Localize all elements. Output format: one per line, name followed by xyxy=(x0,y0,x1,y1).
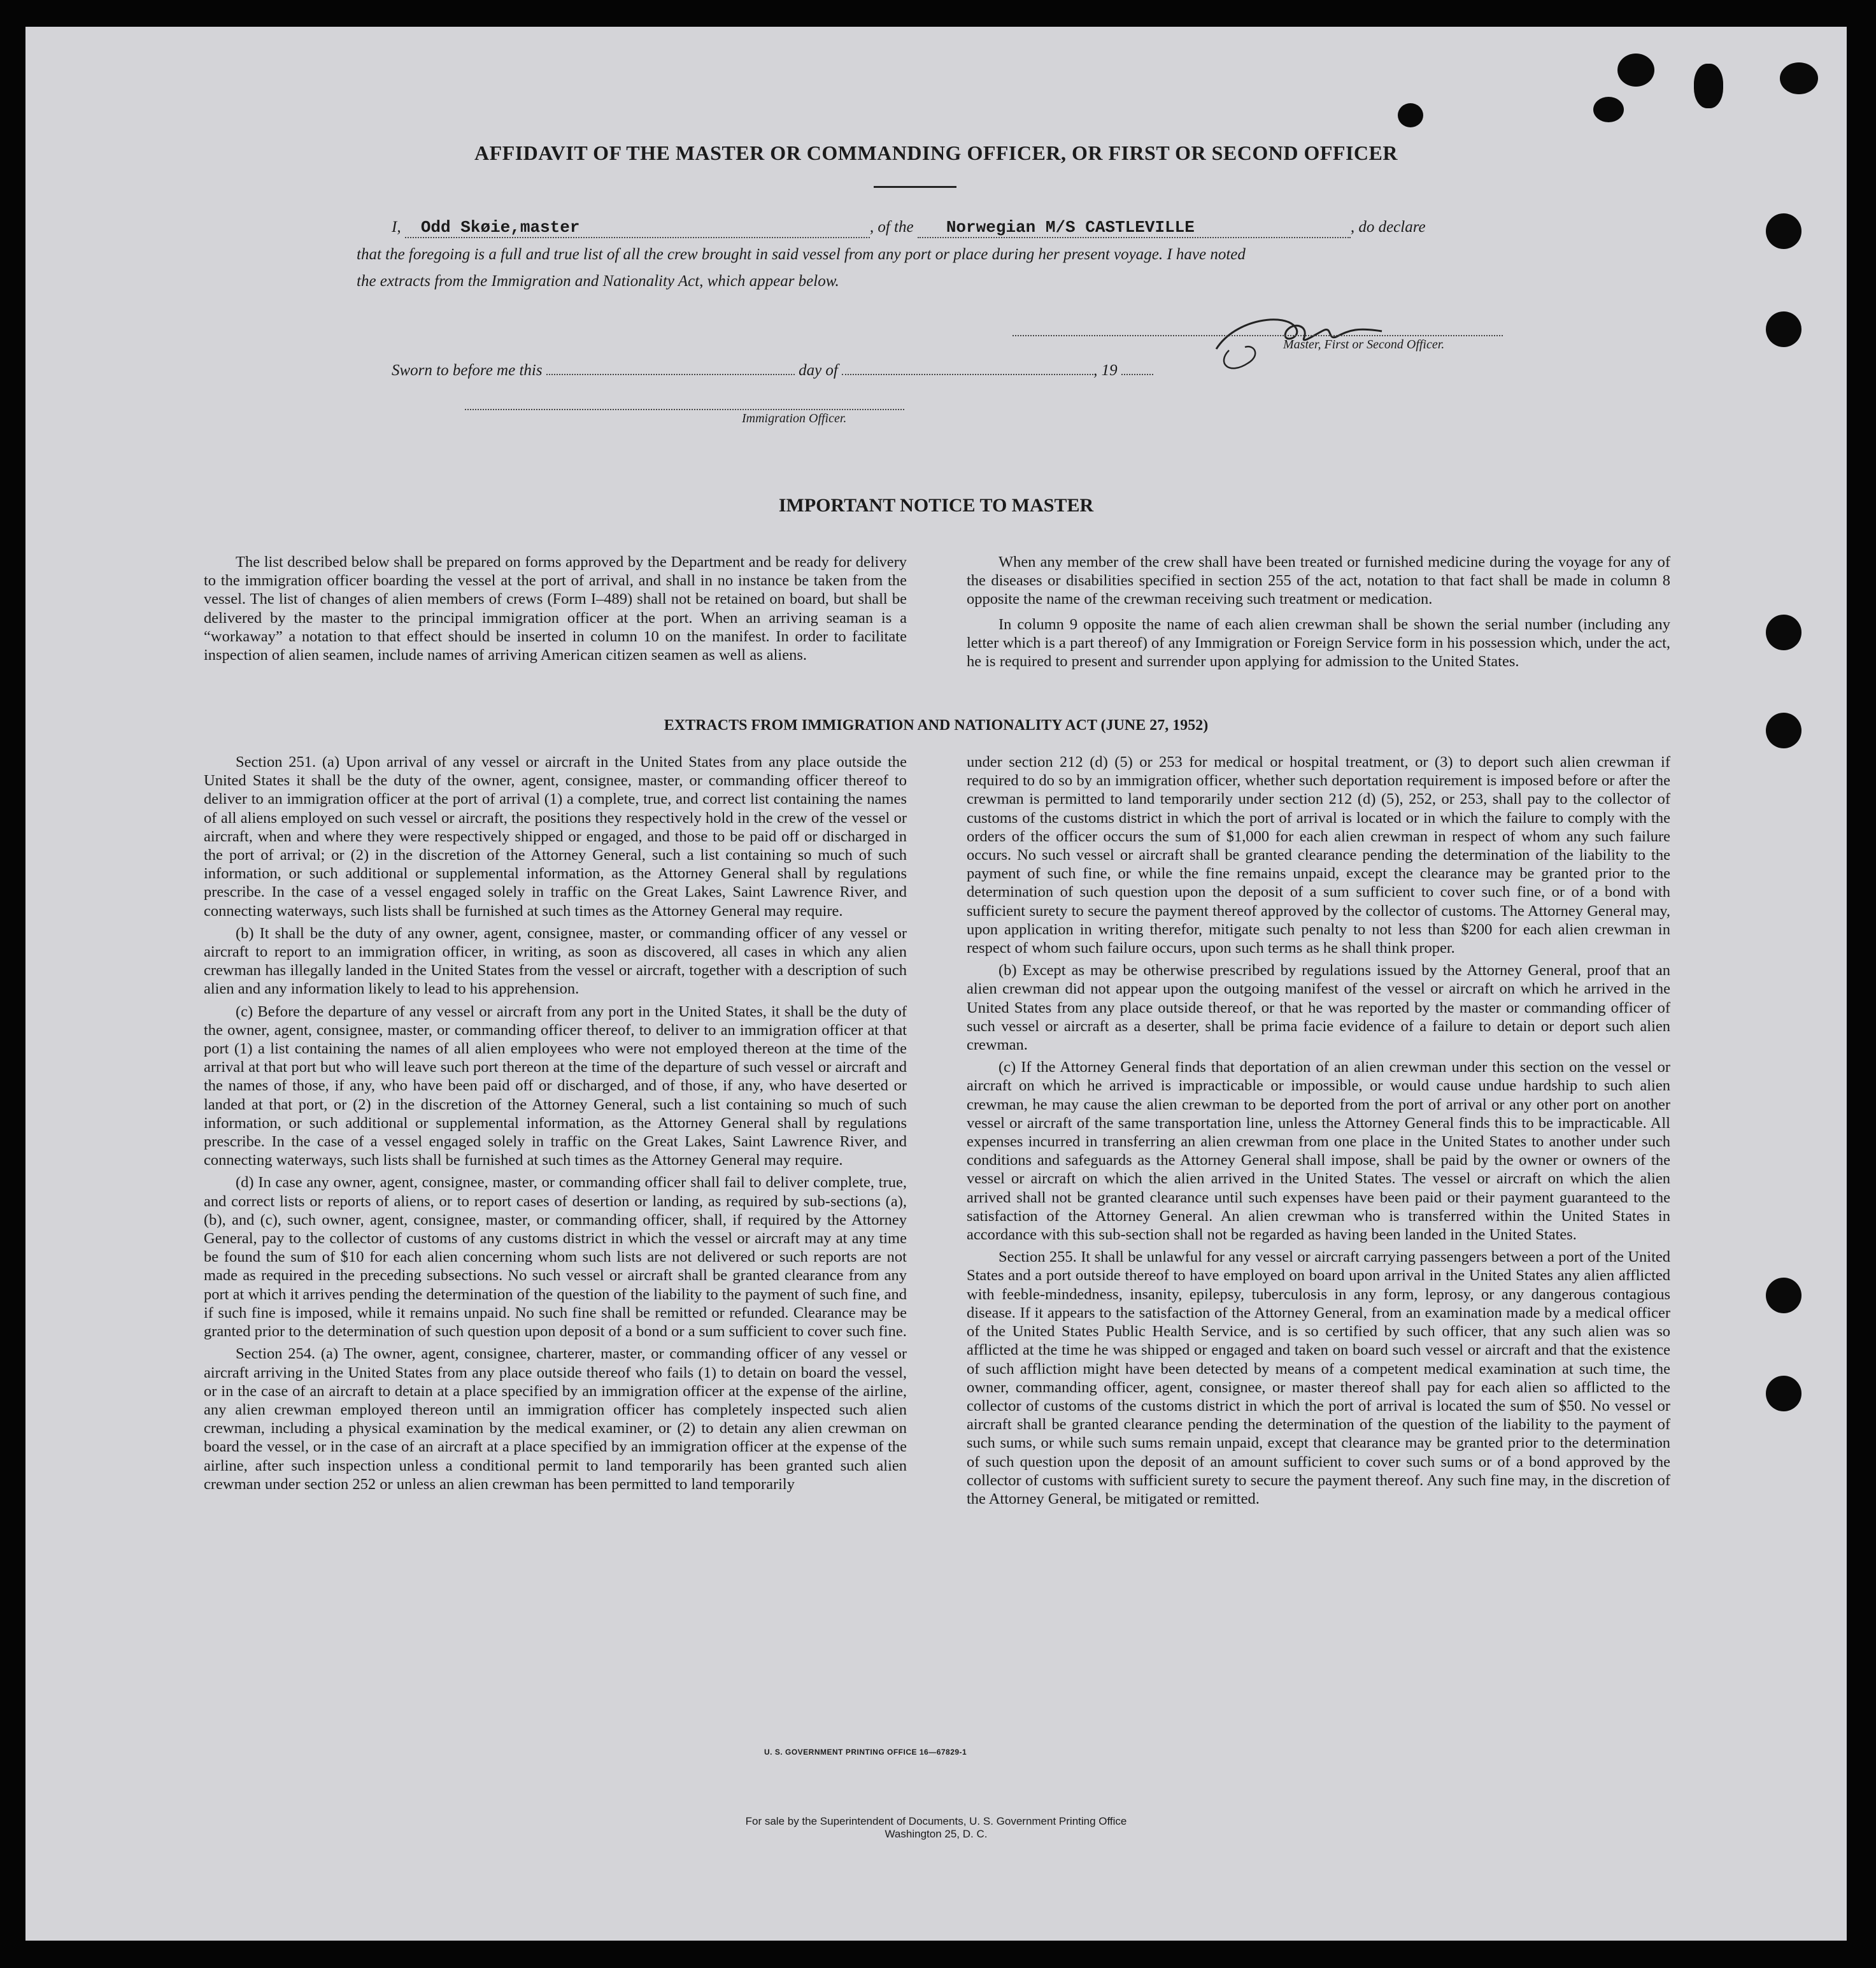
act-paragraph: (c) If the Attorney General finds that deportation of an alien crewman under this section on the vessel or aircraft on which he arrived is impracticable or impossible, or would cause undue hardship to such alien crewman, he may cause the alien crewman to be deported from the port of arrival or any other port on another vessel or aircraft of the same transportation line, unless the Attorney General finds this to be impracticable. All expenses incurred in transferring an alien crewman from one place in the United States to another under such conditions and safeguards as the Attorney General shall impose, shall be paid by the owner or owners of the vessel or aircraft on which the alien arrived in the United States. The vessel or aircraft on which the alien arrived shall not be granted clearance until such expenses have been paid or their payment guaranteed to the satisfaction of the Attorney General. An alien crewman who is transferred within the United States in accordance with this sub-section shall not be regarded as having been landed in the United States. xyxy=(967,1059,1670,1244)
extracts-left-column xyxy=(204,753,907,1497)
form-sheet xyxy=(25,27,1847,1941)
notice-paragraph: When any member of the crew shall have been treated or furnished medicine during the voyage for any of the diseases or disabilities specified in section 255 of the act, notation to that fact shall be made in column 8 opposite the name of the crewman receiving such treatment or medication. xyxy=(967,553,1670,608)
ink-blot xyxy=(1780,62,1818,94)
punch-hole xyxy=(1766,615,1801,650)
notice-paragraph: In column 9 opposite the name of each alien crewman shall be shown the serial number (including any letter which is a part thereof) of any Immigration or Foreign Service form in his possession which, under the act, he is required to present and surrender upon applying for admission to the United States. xyxy=(967,615,1670,671)
notice-right-column xyxy=(967,553,1670,674)
vessel-name-value: Norwegian M/S CASTLEVILLE xyxy=(946,218,1195,237)
act-paragraph: (b) Except as may be otherwise prescribed by regulations issued by the Attorney General, proof that an alien crewman did not appear upon the outgoing manifest of the vessel or aircraft on which he arrived in the United States from any place outside thereof, or that he was reported by the master or commanding officer of such vessel or aircraft as a deserter, shall be prima facie evidence of a failure to detain or deport such alien crewman. xyxy=(967,962,1670,1054)
notice-paragraph: The list described below shall be prepared on forms approved by the Department and be ready for delivery to the immigration officer boarding the vessel at the port of arrival, and shall in no instance be taken from the vessel. The list of changes of alien members of crews (Form I–489) shall not be retained on board, but shall be delivered by the master to the principal immigration officer at the port. When an arriving seaman is a “workaway” a notation to that effect should be inserted in column 10 on the manifest. In order to facilitate inspection of alien seamen, include names of arriving American citizen seamen as well as aliens. xyxy=(204,553,907,664)
notice-left-column xyxy=(204,553,907,668)
year-prefix-label: , 19 xyxy=(1093,362,1118,379)
printing-office-line: U. S. GOVERNMENT PRINTING OFFICE 16—67829-1 xyxy=(764,1748,967,1757)
punch-hole xyxy=(1766,1278,1801,1313)
title-underline xyxy=(874,186,956,188)
master-name-value: Odd Skøie,master xyxy=(420,218,580,237)
immigration-officer-line xyxy=(465,409,904,410)
form-title: AFFIDAVIT OF THE MASTER OR COMMANDING OFFICER, OR FIRST OR SECOND OFFICER xyxy=(474,141,1398,164)
signature-line xyxy=(1013,335,1503,336)
sworn-line xyxy=(392,362,1347,380)
master-name-field xyxy=(405,218,870,238)
sworn-year-field xyxy=(1121,374,1153,375)
declaration-line xyxy=(392,218,1665,238)
act-paragraph: (b) It shall be the duty of any owner, agent, consignee, master, or commanding officer of any vessel or aircraft to report to an immigration officer, in writing, as soon as discovered, all cases in which any alien crewman has illegally landed in the United States from the vessel or aircraft, together with a description of such alien and any information likely to lead to his apprehension. xyxy=(204,924,907,998)
act-paragraph: Section 255. It shall be unlawful for any vessel or aircraft carrying passengers between a port of the United States and a port outside thereof to have employed on board upon arrival in the United States any alien afflicted with feeble-mindedness, insanity, epilepsy, tuberculosis in any form, leprosy, or any dangerous contagious disease. If it appears to the satisfaction of the Attorney General, from an examination made by a medical officer of the United States Public Health Service, and is so certified by such officer, that any such alien was so afflicted at the time he was shipped or engaged and taken on board such vessel or aircraft and that the existence of such affliction might have been detected by means of a competent medical examination at such time, the owner, commanding officer, agent, consignee, or master thereof shall pay for each alien so afflicted to the collector of customs of the customs district in which the port of arrival is located the sum of $50. No vessel or aircraft shall be granted clearance pending the determination of the question of the liability to the payment of such sums, or while such sums remain unpaid, except that clearance may be granted prior to the determination of such question upon the deposit of an amount sufficient to cover such sums or of a bond approved by the collector of customs with sufficient surety to secure the payment thereof. Any such fine may, in the discretion of the Attorney General, be mitigated or remitted. xyxy=(967,1248,1670,1508)
immigration-officer-caption: Immigration Officer. xyxy=(742,411,847,425)
extracts-right-column xyxy=(967,753,1670,1512)
act-paragraph: Section 251. (a) Upon arrival of any vessel or aircraft in the United States from any place outside the United States it shall be the duty of the owner, agent, consignee, master, or commanding officer thereof to deliver to an immigration officer at the port of arrival (1) a complete, true, and correct list containing the names of all aliens employed on such vessel or aircraft, the positions they respectively hold in the crew of the vessel or aircraft, when and where they were respectively shipped or engaged, and those to be paid off or discharged in the port of arrival; or (2) in the discretion of the Attorney General, such a list containing so much of such information, or such additional or supplemental information, as the Attorney General shall by regulations prescribe. In the case of a vessel engaged solely in traffic on the Great Lakes, Saint Lawrence River, and connecting waterways, such lists shall be furnished at such times as the Attorney General may require. xyxy=(204,753,907,920)
sale-line-1: For sale by the Superintendent of Documents, U. S. Government Printing Office xyxy=(745,1815,1127,1827)
declaration-line-2: that the foregoing is a full and true list of all the crew brought in said vessel from any port or place during her present voyage. I have noted xyxy=(357,246,1246,263)
act-paragraph: (d) In case any owner, agent, consignee, master, or commanding officer shall fail to deliver complete, true, and correct lists or reports of aliens, or to report cases of desertion or landing, as required by sub-sections (a), (b), and (c), such owner, agent, consignee, master, or commanding officer, shall, if required by the Attorney General, pay to the collector of customs of any customs district in which the vessel or aircraft may at any time be found the sum of $10 for each alien concerning whom such lists are not delivered or such reports are not made as required in the preceding subsections. No such vessel or aircraft shall be granted clearance from any port at which it arrives pending the determination of the question of the liability to the payment of such fine, and if such fine is imposed, while it remains unpaid. No such fine shall be remitted or refunded. Clearance may be granted prior to the determination of such question upon deposit of a bond or a sum sufficient to cover such fine. xyxy=(204,1174,907,1341)
of-the-text: , of the xyxy=(869,218,914,236)
punch-hole xyxy=(1766,311,1801,347)
do-declare-text: , do declare xyxy=(1350,218,1426,236)
ink-blot xyxy=(1593,97,1624,122)
punch-hole xyxy=(1766,213,1801,249)
day-of-label: day of xyxy=(799,362,838,379)
sale-line-2: Washington 25, D. C. xyxy=(885,1828,988,1840)
ink-blot xyxy=(1398,103,1423,127)
declaration-line-3: the extracts from the Immigration and Nationality Act, which appear below. xyxy=(357,273,839,290)
act-paragraph: under section 212 (d) (5) or 253 for medical or hospital treatment, or (3) to deport such alien crewman if required to do so by an immigration officer, whether such deportation requirement is imposed before or after the crewman is permitted to land temporarily under section 212 (d) (5), 252, or 253, shall pay to the collector of customs of the customs district in which the port of arrival is located or in which the failure to comply with the orders of the officer occurs the sum of $1,000 for each alien crewman in respect of whom any such failure occurs. No such vessel or aircraft shall be granted clearance pending the determination of the liability to the payment of such fine, or while the fine remains unpaid, except the clearance may be granted prior to the determination of such question upon the deposit of a sum sufficient to cover such fine, or of a bond with sufficient surety to secure the payment thereof approved by the collector of customs. The Attorney General may, upon application in writing therefor, mitigate such penalty to not less than $200 for each alien crewman in respect of whom such failure occurs, upon such terms as he shall think proper. xyxy=(967,753,1670,957)
act-paragraph: Section 254. (a) The owner, agent, consignee, charterer, master, or commanding officer of any vessel or aircraft arriving in the United States from any place outside thereof who fails (1) to detain on board the vessel, or in the case of an aircraft to detain at a place specified by an immigration officer at the expense of the airline, any alien crewman employed thereon until an immigration officer has completely inspected such alien crewman, including a physical examination by the medical examiner, or (2) to detain any alien crewman on board the vessel, or in the case of an aircraft at a place specified by an immigration officer at the expense of the airline, after such inspection unless a conditional permit to land temporarily has been granted such alien crewman under section 252 or unless an alien crewman has been permitted to land temporarily xyxy=(204,1345,907,1493)
ink-blot xyxy=(1617,53,1654,87)
punch-hole xyxy=(1766,1376,1801,1411)
declaration-prefix: I, xyxy=(392,218,401,236)
sworn-label: Sworn to before me this xyxy=(392,362,543,379)
vessel-field xyxy=(918,218,1351,238)
sworn-date-field xyxy=(546,374,795,375)
extracts-title: EXTRACTS FROM IMMIGRATION AND NATIONALITY ACT (JUNE 27, 1952) xyxy=(664,717,1209,734)
act-paragraph: (c) Before the departure of any vessel or aircraft from any port in the United States, it shall be the duty of the owner, agent, consignee, master, or commanding officer thereof, to deliver to an immigration officer at that port (1) a list containing the names of all alien employees who were not employed thereon at the time of the arrival at that port but who will leave such port thereon at the time of the departure of such vessel or aircraft and the names of those, if any, who have been paid off or discharged, and of those, if any, who have deserted or landed at that port, or (2) in the discretion of the Attorney General, such a list containing so much of such information, or such additional or supplemental information, as the Attorney General shall by regulations prescribe. In the case of a vessel engaged solely in traffic on the Great Lakes, Saint Lawrence River, and connecting waterways, such lists shall be furnished at such times as the Attorney General may require. xyxy=(204,1002,907,1169)
sworn-month-field xyxy=(842,374,1093,375)
sale-notice xyxy=(25,1815,1847,1841)
ink-blot xyxy=(1694,64,1723,108)
notice-title: IMPORTANT NOTICE TO MASTER xyxy=(778,495,1094,516)
signature-caption: Master, First or Second Officer. xyxy=(1283,338,1445,352)
